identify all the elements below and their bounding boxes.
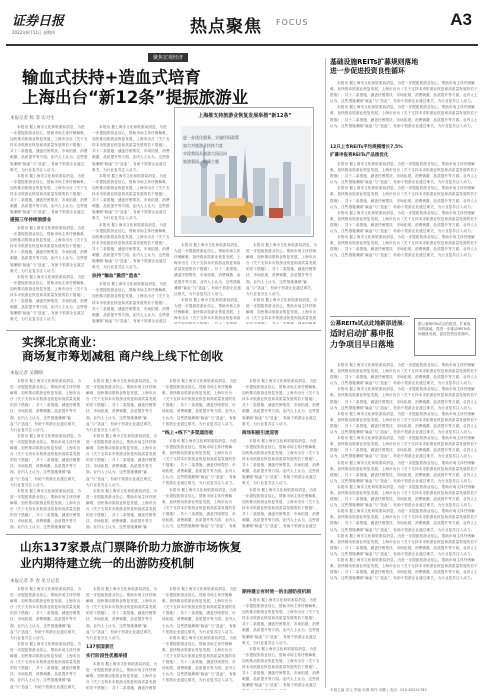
body-paragraph: 本报讯 据上海市文化和旅游局消息，为进一步提振旅游业信心，帮助市场主体纾困解难，加快推动旅游业恢复发展，上海市出台《关于支持本市旅游业恢复和高质量发展 xyxy=(246,297,318,321)
infographic-item: 加大对旅游业扶持力度 xyxy=(183,143,223,148)
body-paragraph: 本报讯 据上海市文化和旅游局消息，为进一步提振旅游业信心，帮助市场主体纾困解难，加快推动旅游业恢复发展，上海市出台《关于支持本市旅游业恢复和高质量发展的若干措施》，共十二条措施，涵盖纾困帮扶、市场拓展、消费刺激、品质提升等方面。业内人士认为，这些措施兼顾“输血”与“造血”，有助于旅游企业渡过难关，为行业复苏注入动力。 xyxy=(92,125,170,172)
reits2-body xyxy=(330,362,478,684)
page-footer: 本版主编 袁元 责编 吴珊 制作 刘雄 | 电话：010-83251785 xyxy=(330,688,427,692)
body-paragraph: 本报讯 据上海市文化和旅游局消息，为进一步提振旅游业信心，帮助市场主体纾困解难，加快推动旅游业恢复发展，上海市出台《关于支持本市旅游业恢复和高质量发展的若干措施》，共十二条措施，涵盖纾困帮扶、市场拓展、消费刺激、品质提升等方面。业内人士认为，这些措施兼顾“输 xyxy=(86,488,158,530)
bottom-subhead-2: 实行阶段性优惠举措 xyxy=(86,653,128,659)
reits-headline-line-2[interactable]: 进一步促进投资良性循环 xyxy=(330,67,405,75)
body-paragraph: 本报讯 据上海市文化和旅游局消息，为进一步提振旅游业信心，帮助市场主体纾困解难，加快推动旅游业恢复发展，上海市出台《关于支持本市旅游业恢复和高质量发展的若干措施》，共十二条措施，涵盖纾困帮扶、市场拓展、消费刺激、品质提升等方面。业内人士认为，这些措施兼顾“输血”与“造血”，有助于旅游企业渡过难关，为行业复苏注入动力。 xyxy=(10,433,82,487)
body-paragraph: 本报讯 据上海市文化和旅游局消息，为进一步提振旅游业信心，帮助市场主体纾困解难，加快推动旅游业恢复发展，上海市出台《关于支持本市旅游业恢复和高质量发展的若干措施》，共十二条措施，涵盖纾困帮扶、市场拓展、消费刺激、品质提升等方面。业内人士认为，这些措施兼顾“输血”与“造血”，有助于旅游企业渡过难关，为行业复苏注入动力。 xyxy=(330,387,478,410)
bottom-subhead-1: 137家国景区 xyxy=(86,644,114,650)
reits-second-headline[interactable] xyxy=(330,320,412,350)
body-paragraph: 本报讯 据上海市文化和旅游局消息，为进一步提振旅游业信心，帮助市场主体纾困解难，加快推动旅游业恢复发展，上海市出台《关于支持本市旅游业恢复和高质量发展的若干措施》，共十二条措施，涵盖纾困帮扶、市场拓展、消费刺激、品质提升等方面。业内人士认为，这些措施兼顾“输血”与“造血”，有助于旅游企业渡过难关，为行业复苏注入动力。 xyxy=(330,509,478,532)
mid-subhead-2: 商场积极引流迎客 xyxy=(242,430,279,436)
lead-subhead-2: 扶持“输血”激活“造血” xyxy=(92,274,141,280)
lead-column-3 xyxy=(174,242,242,324)
body-paragraph: 本报讯 据上海市文化和旅游局消息，为进一步提振旅游业信心，帮助市场主体纾困解难，加快推动旅游业恢复发展，上海市出台《关于支持本市旅游业恢复和高质量发展的若干措施》，共十二条措施，涵盖纾困帮扶、市场拓展、消费刺激、品质提升等方面。业内人士认为，这些措施兼顾“输血”与“造血”，有助于旅游企业渡过难关，为行业复苏注入动力。 xyxy=(330,411,478,435)
lead-headline[interactable] xyxy=(22,68,322,108)
lead-kicker: 聚焦宏观经济 xyxy=(148,53,188,62)
body-paragraph: 本报讯 据上海市文化和旅游局消息，为进一步提振旅游业信心，帮助市场主体纾困解难，加快推动旅游业恢复发展，上海市出台《关于支持本市旅游业恢复和高质量发展的若干措施》，共十二条措施，涵盖纾困帮扶、市场拓展、消费刺激、品质提升等方面。业内人士认为，这些措施兼顾“输血”与“造血”，有助于旅游企业渡过难关，为行业复苏注入动力。 xyxy=(86,587,158,640)
mid-column-4 xyxy=(242,378,320,530)
mid-headline-line-2[interactable]: 商场复市筹划减租 商户线上线下忙创收 xyxy=(22,349,224,363)
body-paragraph: 本报讯 据上海市文化和旅游局消息，为进一步提振旅游业信心，帮助市场主体纾困解难，加快推动旅游业恢复发展，上海市出台《关于支持本市旅游业恢复和高质量发展的若干措施》，共十二条措施，涵盖纾困帮扶、市场拓展、消费刺激、品质提升等方面。业内人士认为，这些措施兼顾“输血”与“造血”，有助于旅游企业渡过难关，为行业复苏注入动力。 xyxy=(92,173,170,221)
body-paragraph: 本报讯 据上海市文化和旅游局消息，为进一步提振旅游业信心，帮助市场主体纾困解难，加快推动旅游业恢复发展，上海市出台《关于支持本市旅游业恢复和高质量发展的若干措施》，共十二条措施，涵盖纾困帮扶、市场拓展、消费刺激、品质提升等方面。业内人士认为，这些措施兼顾“输血”与“造血”，有助于旅游企业渡过 xyxy=(10,173,88,214)
bottom-column-1 xyxy=(10,586,82,690)
bottom-column-3 xyxy=(162,586,238,690)
reits-headline-line-1[interactable]: 基础设施REITs扩募规则落地 xyxy=(330,58,419,66)
body-paragraph: 本报讯 据上海市文化和旅游局消息，为进一步提振旅游业信心，帮助市场主体纾困解难，加快推动旅游业恢复发展，上海市出台《关于支持本市旅游业恢复和高质量发展的若干措施》，共十二条措施，涵盖纾困帮扶、市场拓展、消费刺激、品质提升等方面。业内人士认为，这些措施兼顾“输 xyxy=(10,488,82,530)
mid-column-3 xyxy=(162,378,238,530)
body-paragraph: 本报讯 据上海市文化和旅游局消息，为进一步提振旅游业信心，帮助市场主体纾困解难，加快推动旅游业恢复发展，上海市出台《关于支持本市旅游业恢复和高质量发展的若干措施》，共十二条措施，涵盖纾困帮 xyxy=(86,661,158,690)
body-paragraph: 本报讯 据上海市文化和旅游局消息，为进一步提振旅游业信心，帮助市场主体纾困解难，加快推动旅游业恢复发展，上海市出台《关于支持本市旅游业恢复和高质量发展的若干措施》，共十二条措施，涵盖纾困帮扶、市场拓展、消费刺激、品质提升等方面。业内人士认为，这些措施兼顾“输血”与“造血”，有助于旅游企业渡过难关，为行业复苏注入动力。 xyxy=(330,235,478,258)
body-paragraph: 本报讯 据上海市文化和旅游局消息，为进一步提振旅游业信心，帮助市场主体纾困解难，加快推动旅游业恢复发展，上海市出台《关于支持本市旅游业恢复和高质量发展的若干措施》，共十二条措施，涵盖纾困帮扶、市场拓展、消费刺激、品质提升等方面。业内人士认为，这些措施兼顾“输血”与“造血”，有助于旅游企业渡过难关，为行业复苏注入动力。 xyxy=(242,598,320,645)
reits-subhead-1: 12只上市REITs平均规模增长7.5% xyxy=(330,145,403,150)
reits-divider xyxy=(330,316,410,317)
body-paragraph: 本报讯 据上海市文化和旅游局消息，为进一步提振旅游业信心，帮助市场主体纾困解难，加快推动旅游业恢复发展，上海市出台《关于支持本市旅游业恢复和高质量发展的若干措施》，共十二条措施，涵盖纾困帮扶、市场拓展、消费刺激、品质提升等方面。业内人士认为，这些措施兼顾“输血”与“造血”，有助于旅游企业渡过难关，为行业复苏注入动力。 xyxy=(10,379,82,432)
reits-column-1 xyxy=(330,80,478,142)
reits-story xyxy=(330,58,478,311)
body-paragraph: 本报讯 据上海市文化和旅游局消息，为进一步提振旅游业信心，帮助市场主体纾困解难，加快推动旅游业恢复发展，上海市出台《关于支持本市旅游业恢复和高质量发展的若干措施》，共十二条措施，涵盖纾困帮扶、市场拓展、消费刺激、品质提升等方面。业内人士认为，这些措施兼顾“输血”与“造血”，有助于旅游企业渡过难关，为行业复苏注入动力。 xyxy=(86,433,158,487)
column-divider xyxy=(325,58,326,688)
body-paragraph: 本报讯 据上海市文化和旅游局消息，为进一步提振旅游业信心，帮助市场主体纾困解难，加快推动旅游业恢复发展，上海市出台《关于支持本市旅游业恢复和高质量发展的若干措施》，共十二条措施，涵盖纾困帮扶、市场拓展、消费刺激、品质提升等方面。业内人士认为，这些措施兼顾“输血”与“造血”，有助于旅游企业渡过难关，为行业复苏注入动力。 xyxy=(10,274,88,322)
lead-headline-line-2: 上海出台“新12条”提振旅游业 xyxy=(22,88,249,107)
body-paragraph: 本报讯 据上海市文化和旅游局消息，为进一步提振旅游业信心，帮助市场主体纾困解难，加快推动旅游业恢复发展，上海市出台《关于支持本市旅游业恢复和高质量发展的若干措施》，共十二条措施，涵盖纾困帮扶、市场拓展、消费刺激、品质提升等方面。业内人士认为，这些措施兼顾“输血”与“造血”，有助于旅游企业渡过难关，为行业复苏注入动力。 xyxy=(246,243,318,296)
body-paragraph: 本报讯 据上海市文化和旅游局消息，为进一步提振旅游业信心，帮助市场主体纾困解难，加快推动旅游业恢复发展，上海市出台《关于支持本市旅游业恢复和高质量发展的若干措施》，共十二条措施，涵盖纾困帮扶、市场拓展、消费刺激、品质提升等方面。业内人士认为，这些措施兼顾“输血”与“造血”，有助于旅游企业渡过难关，为行业复苏注入动力。 xyxy=(330,363,478,386)
lead-column-1 xyxy=(10,124,88,214)
body-paragraph: 本报讯 据上海市文化和旅游局消息，为进一步提振旅游业信心，帮助市场主体纾困解难，加快推动旅游业恢复发展，上海市出台《关于支持本市旅游业恢复和高质量发展的若干措施》，共十二条措施，涵盖纾困帮扶、市场拓展、消费刺激、品质提升等方面。业内人士认为，这些措施兼顾“输血”与“造血”，有助于旅游企业渡过难关，为行业复苏注入动力。 xyxy=(174,243,242,296)
bottom-headline-line-1[interactable]: 山东137家景点门票降价助力旅游市场恢复 xyxy=(20,540,242,554)
tourism-infographic xyxy=(174,107,314,237)
body-paragraph: 本报讯 据上海市文化和旅游局消息，为进一步提振旅游业信心，帮助市场主体纾困解难，加快推动旅游业恢复发展，上海市出台《关于支持本市旅游业恢复和高质量发展的若干措施》，共十二条措施，涵盖纾困帮扶、市场拓展、消费刺激、品质提升等方面。业内人士认为，这些措施兼顾“输血”与“造血”，有助于旅游企业渡过难关，为行业复苏注入动力。 xyxy=(162,587,237,634)
infographic-item: 实现我国从旅游大国迈向 xyxy=(183,151,227,156)
lead-byline: 本报记者 杨 菲 实习生 xyxy=(10,116,55,121)
body-paragraph: 本报讯 据上海市文化和旅游局消息，为进一步提振旅游业信心，帮助市场主体纾困解难，加快推动旅游业恢复发展，上海市出台《关于支持本市旅游业恢复和高质量发展的若干措施》，共十二条措施，涵盖纾困帮扶、市场拓展、消费刺激、品质提升等方面。业内人士认为，这些措施兼顾“输血”与“造血”，有助于旅游企业渡过 xyxy=(92,282,170,323)
bottom-subhead-3: 期待建立有时效一的出游防疫机制 xyxy=(242,590,311,595)
masthead-rule xyxy=(6,44,478,46)
pull-quote: 据公募REITs试点的推进，扩募规则的落地，将进一步推动REITs市场健康发展，促进投资良性循环。 xyxy=(418,322,472,337)
reits2-headline-line-1: 公募REITs试点此地新添进展： xyxy=(330,321,409,327)
body-paragraph: 本报讯 据上海市文化和旅游局消息，为进一步提振旅游业信心，帮助市场主体纾困解难，加快推动旅游业恢复发展，上海市出台《关于支持本市旅游业恢复和高质量发展的若干措施》，共十二条措施，涵盖纾困帮扶、市场拓展、消费刺激、品质提升等方面。业内人士认为，这些措施兼顾“输血”与“造血”，有助于旅游企业渡过难关，为行业复苏注入动力。 xyxy=(330,81,478,104)
lead-subhead-1: 提振三年持续旅游业 xyxy=(10,218,52,223)
section-english: FOCUS xyxy=(276,18,309,27)
body-paragraph: 本报讯 据上海市文化和旅游局消息，为进一步提振旅游业信心，帮助市场主体纾困解难，加快推动旅游业恢复发展，上海市出台《关于支持本市旅游业恢复和高质量发展的若干措施》，共十二条措施，涵盖纾困帮扶、市场拓展、消费刺激、品质提升等方面。业内人士认为，这些措施兼顾“输血”与“造血”，有助于旅游企业渡过难关，为行业复苏注入动力。 xyxy=(10,226,88,273)
body-paragraph: 本报讯 据上海市文化和旅游局消息，为进一步提振旅游业信心，帮助市场主体纾困解难，加快推动旅游业恢复发展，上海市出台《关于支持本市旅游业恢复和高质量发展的若干措施》，共十二条措施，涵盖纾困帮扶、市场拓展、消费刺激、品质提升等方面。业内人士认为，这些措施兼顾“输血”与“造血”，有助于旅游企业渡过 xyxy=(242,646,320,688)
body-paragraph: 本报讯 据上海市文化和旅游局消息，为进一步提振旅游业信心，帮助市场主体纾困解难，加快推动旅游业恢复发展，上海市出台《关于支持本市旅游业恢复和高质量发展的若干措施》，共十二条措施，涵盖纾困帮扶、市场拓展、消费刺激、品质提升等方面。业内人士认为，这些措施兼顾“输血”与“造血”，有助于旅游企业渡过难关，为行业复苏注入动力。 xyxy=(242,438,320,486)
body-paragraph: 本报讯 据上海市文化和旅游局消息，为进一步提振旅游业信心，帮助市场主体纾困解难，加快推动旅游业恢复发展，上海市出台《关于支持本市旅游业恢复和高质量发展的若干措施》，共十二条措施，涵盖纾困帮扶、市场拓展、消费刺激、品质提升等方面。业内人士认为，这些措施兼顾“输血”与“造血”，有助于旅游企业渡过难关，为行业复苏注入动力。 xyxy=(330,162,478,185)
body-paragraph: 本报讯 据上海市文化和旅游局消息，为进一步提振旅游业信心，帮助市场主体纾困解难，加快推动旅游业恢复发展，上海市出台《关于支持本市旅游业恢复和高质量发展的若干措施》，共十二条措施，涵盖纾困帮扶、市场拓展、消费刺激、品质提升等方面。业内人士认为，这些措施兼顾“输血”与“造血”，有助于旅游企业渡过难关，为行业复苏注入动力。 xyxy=(330,436,478,459)
page-number: A3 xyxy=(450,10,472,29)
newspaper-logo: 证券日报 xyxy=(12,14,65,29)
lead-column-2 xyxy=(92,124,170,324)
body-paragraph: 本报讯 据上海市文化和旅游局消息，为进一步提振旅游业信心，帮助市场主体纾困解难，加快推动旅游业恢复发展，上海市出台《关于支持本市旅游业恢复和高质量发展的若干措施》，共十二条措施，涵盖纾困帮扶、市场拓展、消费刺激、品质提升等方面。业内人士认为，这些措施兼顾“输血”与“造血”，有助于旅游企业渡过难关，为行业复苏注入动力。 xyxy=(330,533,478,556)
issue-date: 2022年8月11日 星期四 xyxy=(12,30,56,35)
mid-byline: 本报记者 吴晓晴 xyxy=(10,371,43,376)
pull-quote-box xyxy=(414,318,476,356)
body-paragraph: 本报讯 据上海市文化和旅游局消息，为进一步提振旅游业信心，帮助市场主体纾困解难，加快推动旅游业恢复发展，上海市出台《关于支持本市旅游业恢复和高质量发展的若干措施》，共十二条措施，涵盖纾困帮扶、市场拓展、消费刺激、品质提升等方面。业内人士认为，这些措施兼顾“输血”与“造血”，有助于旅游企业渡过难关，为行业复苏注入动力。 xyxy=(162,635,237,683)
body-paragraph: 本报讯 据上海市文化和旅游局消息，为进一步提振旅游业信心，帮助市场主体纾困解难，加快推动旅游业恢复发展，上海市出台《关于支持本市旅游业恢复和高质量发展的若干措施》，共十二条措施，涵盖纾困帮扶、市场拓展、消费刺激、品质提升等方面。业内人士认为，这些措施兼顾“输血”与“造血”，有助 xyxy=(162,487,237,529)
body-paragraph: 本报讯 据上海市文化和旅游局消息，为进一步提振旅游业信心，帮助市场主体纾困解难，加快推动旅游业恢复发展，上海市出台《关于支持本市旅游业恢复和高质量发展的若干措施》，共十二条措施，涵盖纾困帮扶、市场拓展、消费刺激、品质提升等方面。业内人士认为，这些措施兼顾“输血”与“造血”，有助于旅游企业渡过 xyxy=(242,487,320,529)
body-paragraph: 本报讯 据上海市文化和旅游局消息，为进一步提振旅游业信心，帮助市场主体纾困解难，加快推动旅游业恢复发展，上海市出台《关于支持本市旅游业恢复和高质量发展的若干措施》，共十二条措施，涵盖纾困帮扶、市场拓展、消费刺激、品质提升等方面。业内人士认为，这些措施兼顾“输血”与“造血”，有助于旅游企业渡过难关，为行业复苏注入动力。 xyxy=(86,379,158,432)
infographic-item: 旅游强国，明确主题 xyxy=(183,159,219,164)
body-paragraph: 本报讯 据上海市文化和旅游局消息，为进一步提振旅游业信心，帮助市场主体纾困解难，加快推动旅游业恢复发展，上海市出台《关于支持本市旅游业恢复和高质量发展的若干措施》，共十二条措施，涵盖纾困帮扶、市场拓展、消费刺激、品质提升等方面。业内人士认为，这些措施兼顾“输血”与“造血”，有助于旅游企业渡过难关，为行业复苏注入动力。 xyxy=(330,558,478,581)
infographic-item: 进一步优化服务、实施纾困政策 xyxy=(183,135,239,140)
masthead xyxy=(4,4,480,46)
body-paragraph: 本报讯 据上海市文化和旅游局消息，为进一步提振旅游业信心，帮助市场主体纾困解难，加快推动旅游业恢复发展，上海市出台《关于支持本市旅游业恢复和高质量发展的若干措施》，共十二条措施，涵盖纾困帮扶、市场拓展、消费刺激、品质提升等方面。业内人士认为，这些措施兼顾“输血”与“造血”，有助于旅游企业渡过难关，为行业复苏注入动力。 xyxy=(10,125,88,172)
lead-column-1b xyxy=(10,214,88,324)
mid-column-1 xyxy=(10,378,82,530)
body-paragraph: 本报讯 据上海市文化和旅游局消息，为进一步提振旅游业信心，帮助市场主体纾困解难，加快推动旅游业恢复发展，上海市出台《关于支持本市旅游业恢复和高质量发展的若干措施》，共十二条措施，涵盖纾困帮扶、市场拓展、消费刺激、品质提升等方面。业内人士认为，这些措施兼顾“输血”与“造血”，有助于旅游企业渡过难关，为行业复苏注入动力。 xyxy=(330,210,478,234)
body-paragraph: 本报讯 据上海市文化和旅游局消息，为进一步提振旅游业信心，帮助市场主体纾困解难，加快推动旅游业恢复发展，上海市出台《关于支持本市旅游业恢复和高质量发展的若干措施》，共十二条措施，涵盖纾困帮扶、市场拓展、消费刺激、品质提升等方面。业内人士认为，这些措施兼顾“输血”与“造血”，有助于旅游企业渡过难关，为行业复苏注入动力。 xyxy=(330,186,478,209)
mid-headline-line-1[interactable]: 实探北京商业： xyxy=(22,335,104,349)
lead-headline-line-1: 输血式扶持+造血式培育 xyxy=(22,68,201,87)
bottom-column-4 xyxy=(242,586,320,690)
reits-column-2 xyxy=(330,161,478,311)
body-paragraph: 本报讯 据上海市文化和旅游局消息，为进一步提振旅游业信心，帮助市场主体纾困解难，加快推动旅游业恢复发展，上海市出台《关于支持本市旅游业恢复和高质量发展的若干措施》，共十二条措施，涵盖纾困帮扶、市场拓展、消费刺激、品质提升等方面。业内人士认为，这些措施兼顾“输血”与“造血”，有助于旅游企业渡过难关，为行业复苏注入动力。 xyxy=(10,587,82,640)
section-title: 热点聚焦 xyxy=(190,17,262,37)
mid-subhead-1: “线上+线下”多渠道创收 xyxy=(162,430,214,436)
body-paragraph: 本报讯 据上海市文化和旅游局消息，为进一步提振旅游业信心，帮助市场主体纾困解难，加快推动旅游业恢复发展，上海市出台《关于支持本市旅游业恢复和高质量发展的若干措施》，共十二条措施，涵盖纾困帮扶、市场拓展、消费刺激、品质提升等方面。业内人士认为，这些措施兼顾“输血”与“造血”，有助于旅游企业渡过难关， xyxy=(10,641,82,689)
mid-column-2 xyxy=(86,378,158,530)
bottom-byline: 本报记者 李 春 见习记者 xyxy=(10,579,60,584)
reits-subhead-2: 扩募申报将REITs产品推优化 xyxy=(330,153,389,158)
lead-column-4 xyxy=(246,242,318,324)
body-paragraph: 本报讯 据上海市文化和旅游局消息，为进一步提振旅游业信心，帮助市场主体纾困解难，加快推动旅游业恢复发展，上海市出台《关于支持本市旅游业恢复和高质量发展的若干措施》，共十二条措施，涵盖纾困帮扶、市场拓展、消费刺激、品质提升等方面。业内人士认为，这些措施兼顾“输血”与“造血”，有助于旅游企业渡过难关，为行业复苏注入动力。 xyxy=(330,484,478,508)
body-paragraph: 本报讯 据上海市文化和旅游局消息，为进一步提振旅游业信心，帮助市场主体纾困解难，加快推动旅游业恢复发展，上海市出台《关于支持本市旅游业恢复和高质量发展的若干措施》，共十二条措施，涵盖纾困帮扶、市场拓展、消费刺激、品质提升等方面。业内人士认为，这些措施兼顾“输血”与“造血”，有助于旅游企业渡过难关，为行业复苏注入动力。 xyxy=(330,460,478,483)
body-paragraph: 本报讯 据上海市文化和旅游局消息，为进一步提振旅游业信心，帮助市场主体纾困解难，加快推动旅游业恢复发展，上海市出台《关于支持本市旅游业恢复和高质量发展的若干措施》，共十二条措施，涵盖纾困帮扶、市场拓展、消费刺激、品质提升等方面。业内人士认为，这些措施兼顾“输血”与“造血”，有助于旅游企业渡过难关，为行业复苏注入动力。 xyxy=(92,222,170,270)
bottom-headline-line-2[interactable]: 业内期待建立统一的出游防疫机制 xyxy=(20,556,194,570)
body-paragraph: 本报讯 据上海市文化和旅游局消息，为进一步提振旅游业信心，帮助市场主体纾困解难，加快推动旅游业恢复发展，上海市出台《关于支持本市旅游业恢复和高质量发展的若干措施》，共十二条措施，涵盖纾困帮扶、市场拓展、消费刺激、品质提升等方面。业内人士认为，这些措施兼顾“输血”与“造血”，有助于旅游企业渡过难关，为行业复苏注入动力。 xyxy=(242,379,320,426)
section-divider-2 xyxy=(6,534,321,535)
body-paragraph: 本报讯 据上海市文化和旅游局消息，为进一步提振旅游业信心，帮助市场主体纾困解难，加快推动旅游业恢复发展，上海市出台《关于支持本市旅游业恢复和高质量发展的若干措施》，共十二条措施，涵盖纾困帮扶、市场拓展、消费刺激、品质提升等方面。业内人士认为，这些措施兼顾“输血”与“造血”，有助于旅游企业渡过难关，为行业复苏注入动力。 xyxy=(162,438,237,486)
body-paragraph: 本报讯 据上海市文化和旅游局消息，为进一步提振旅游业信心，帮助市场主体纾困解难，加快推动旅游业恢复发展，上海市出台《关于支持本市旅游业恢复和高 xyxy=(174,297,242,321)
body-paragraph: 本报讯 据上海市文化和旅游局消息，为进一步提振旅游业信心，帮助市场主体纾困解难，加快推动旅游业恢复发展，上海市出台《关于支持本市旅游业恢复和高质量发展的若干措施》，共十二条措施，涵盖纾困帮扶、市场拓展、消费刺激、品质提升等方面。业内人士认为，这些措施兼顾“输血”与“造血”，有助于旅游企业渡过难关，为行业复苏注入动力。 xyxy=(162,379,237,426)
section-divider-1 xyxy=(6,330,321,331)
body-paragraph: 本报讯 据上海市文化和旅游局消息，为进一步提振旅游业信心，帮助市场主体纾困解难，加快推动旅游业恢复发展，上海市出台《关于支持本市旅游业恢复和高质量发展的若干措施》，共十二条措施，涵盖纾困帮扶、市场拓展、消费刺激、品质提升等方面。业内人士认为，这些措施兼顾“输血”与“造血”，有助于旅游企业渡过难关，为行业复苏注入动力。 xyxy=(330,105,478,128)
bottom-column-2 xyxy=(86,586,158,690)
reits2-headline-line-2: 适时启动扩募申报 xyxy=(330,329,394,338)
infographic-title: 上海推支持旅游业恢复发展举措“新12条” xyxy=(198,113,292,119)
reits2-headline-line-3: 力争项目早日落地 xyxy=(330,340,394,349)
